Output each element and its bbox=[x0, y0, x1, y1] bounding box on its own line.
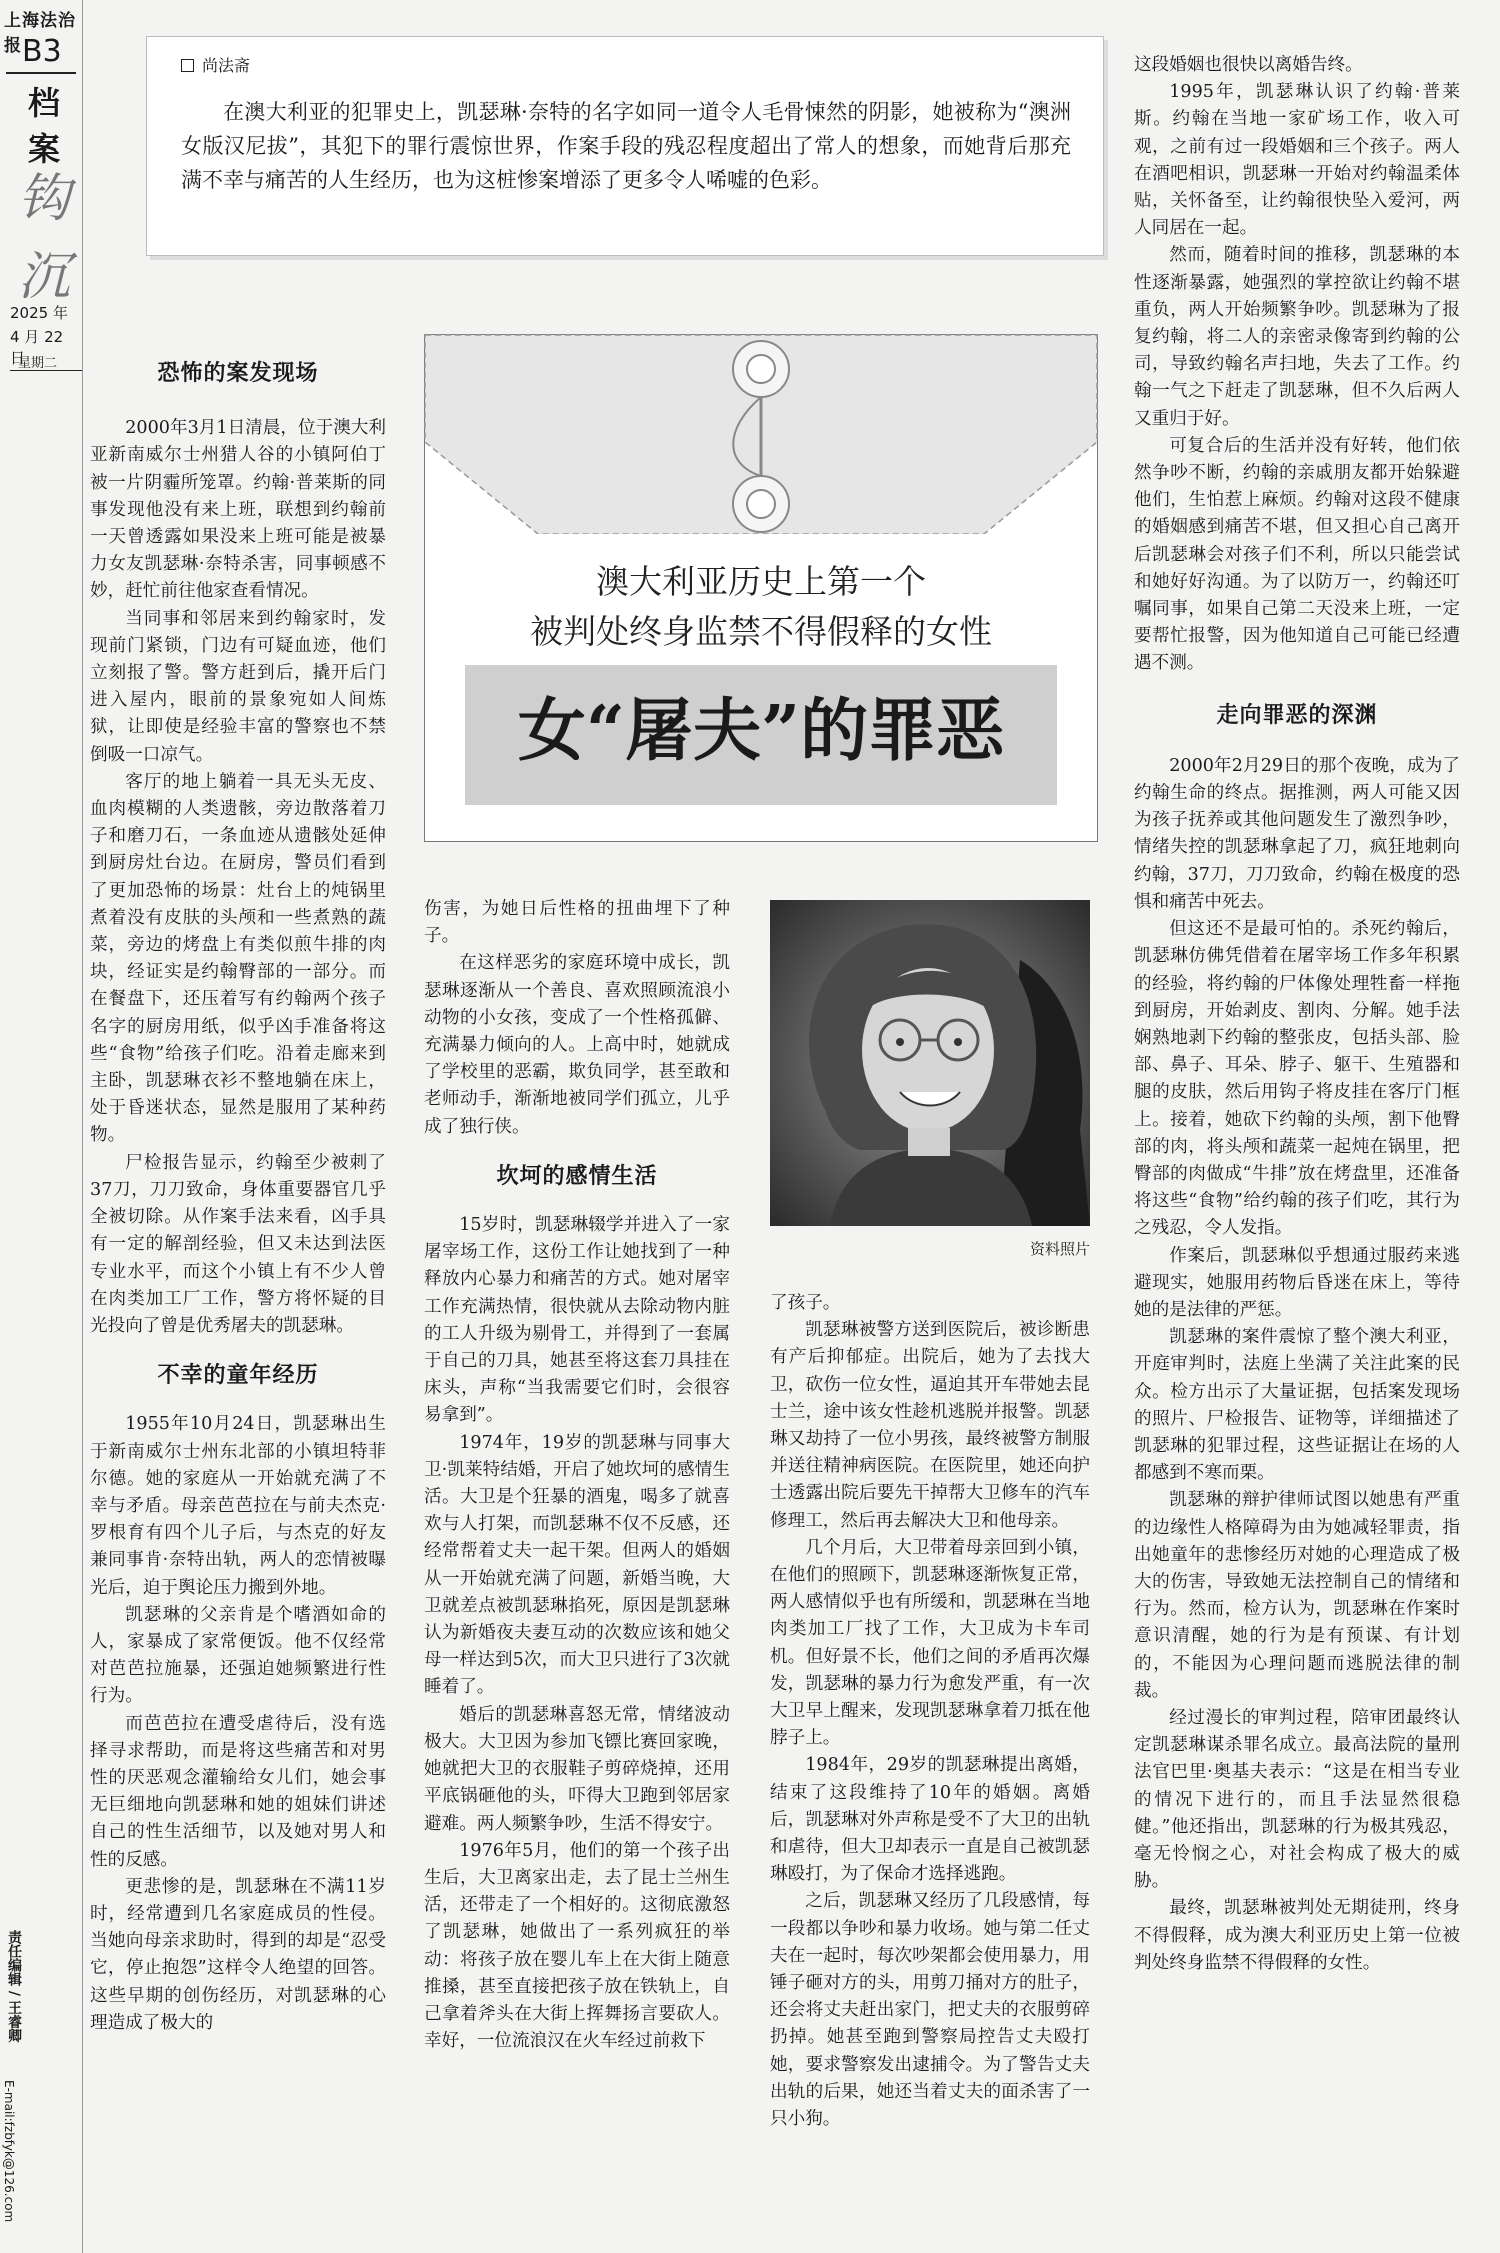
paragraph: 几个月后，大卫带着母亲回到小镇，在他们的照顾下，凯瑟琳逐渐恢复正常，两人感情似乎也有所缓和，凯瑟琳在当地肉类加工厂找了工作，大卫成为卡车司机。但好景不长，他们之间的矛盾再次爆发，凯瑟琳的暴力行为愈发严重，有一次大卫早上醒来，发现凯瑟琳拿着刀抵在他脖子上。 bbox=[770, 1537, 1090, 1749]
section-heading-childhood: 不幸的童年经历 bbox=[157, 1363, 319, 1389]
paragraph: 2000年3月1日清晨，位于澳大利亚新南威尔士州猎人谷的小镇阿伯丁被一片阴霾所笼罩。约翰·普莱斯的同事发现他没有来上班，联想到约翰前一天曾透露如果没来上班可能是被暴力女友凯瑟琳·奈特杀害，同事顿感不妙，赶忙前往他家查看情况。 bbox=[90, 418, 386, 602]
square-icon bbox=[181, 59, 194, 72]
section-subname: 钩沉 bbox=[17, 169, 70, 307]
paragraph: 了孩子。 bbox=[770, 1293, 841, 1313]
left-rail bbox=[0, 0, 83, 2253]
headline-block bbox=[424, 334, 1098, 842]
date-year: 2025 年 bbox=[10, 304, 68, 322]
paragraph: 之后，凯瑟琳又经历了几段感情，每一段都以争吵和暴力收场。她与第二任丈夫在一起时，每次吵架都会使用暴力，用锤子砸对方的头，用剪刀捅对方的肚子，还会将丈夫赶出家门，把丈夫的衣服剪碎扔掉。她甚至跑到警察局控告丈夫殴打她，要求警察发出逮捕令。为了警告丈夫出轨的后果，她还当着丈夫的面杀害了一只小狗。 bbox=[770, 1891, 1090, 2130]
main-title: 女“屠夫”的罪恶 bbox=[517, 691, 1005, 771]
paragraph: 凯瑟琳的案件震惊了整个澳大利亚，开庭审判时，法庭上坐满了关注此案的民众。检方出示了大量证据，包括案发现场的照片、尸检报告、证物等，详细描述了凯瑟琳的犯罪过程，这些证据让在场的人都感到不寒而栗。 bbox=[1134, 1327, 1460, 1484]
paragraph: 1995年，凯瑟琳认识了约翰·普莱斯。约翰在当地一家矿场工作，收入可观，之前有过一段婚姻和三个孩子。两人在酒吧相识，凯瑟琳一开始对约翰温柔体贴，关怀备至，让约翰很快坠入爱河，两人同居在一起。 bbox=[1134, 82, 1460, 239]
paragraph: 但这还不是最可怕的。杀死约翰后，凯瑟琳仿佛凭借着在屠宰场工作多年积累的经验，将约翰的尸体像处理牲畜一样拖到厨房，开始剥皮、割肉、分解。她手法娴熟地剥下约翰的整张皮，包括头部、脸部、鼻子、耳朵、脖子、躯干、生殖器和腿的皮肤，然后用钩子将皮挂在客厅门框上。接着，她砍下约翰的头颅，割下他臀部的肉，将头颅和蔬菜一起炖在锅里，把臀部的肉做成“牛排”放在烤盘里，还准备将这些“食物”给约翰的孩子们吃，其行为之残忍，令人发指。 bbox=[1134, 919, 1460, 1239]
paragraph: 然而，随着时间的推移，凯瑟琳的本性逐渐暴露，她强烈的掌控欲让约翰不堪重负，两人开始频繁争吵。凯瑟琳为了报复约翰，将二人的亲密录像寄到约翰的公司，导致约翰名声扫地，失去了工作。约翰一气之下赶走了凯瑟琳，但不久后两人又重归于好。 bbox=[1134, 245, 1460, 429]
column-1 bbox=[90, 360, 386, 2037]
paragraph: 1976年5月，他们的第一个孩子出生后，大卫离家出走，去了昆士兰州生活，还带走了一个相好的。这彻底激怒了凯瑟琳，她做出了一系列疯狂的举动：将孩子放在婴儿车上在大街上随意推搡，甚至直接把孩子放在铁轨上，自己拿着斧头在大街上挥舞扬言要砍人。幸好，一位流浪汉在火车经过前救下 bbox=[424, 1840, 730, 2052]
subtitle-line-1: 澳大利亚历史上第一个 bbox=[596, 562, 926, 601]
editor-email: E-mail:fzbfyk@126.com bbox=[2, 2080, 16, 2223]
paragraph: 作案后，凯瑟琳似乎想通过服药来逃避现实，她服用药物后昏迷在床上，等待她的是法律的严惩。 bbox=[1134, 1245, 1460, 1320]
section-heading-relationships: 坎坷的感情生活 bbox=[496, 1163, 658, 1189]
intro-box bbox=[146, 36, 1104, 256]
responsible-editor: 责任编辑 / 王睿卿 bbox=[6, 1930, 22, 2043]
paragraph: 更悲惨的是，凯瑟琳在不满11岁时，经常遭到几名家庭成员的性侵。当她向母亲求助时，得到的却是“忍受它，停止抱怨”这样令人绝望的回答。这些早期的创伤经历，对凯瑟琳的心理造成了极大的 bbox=[90, 1876, 386, 2033]
column-2 bbox=[424, 896, 730, 2055]
paragraph: 凯瑟琳被警方送到医院后，被诊断患有产后抑郁症。出院后，她为了去找大卫，砍伤一位女性，逼迫其开车带她去昆士兰，途中该女性趁机逃脱并报警。凯瑟琳又劫持了一位小男孩，最终被警方制服并送往精神病医院。在医院里，她还向护士透露出院后要先干掉帮大卫修车的汽车修理工，然后再去解决大卫和他母亲。 bbox=[770, 1320, 1090, 1531]
paragraph: 2000年2月29日的那个夜晚，成为了约翰生命的终点。据推测，两人可能又因为孩子抚养或其他问题发生了激烈争吵，情绪失控的凯瑟琳拿起了刀，疯狂地刺向约翰，37刀，刀刀致命，约翰在极度的恐惧和痛苦中死去。 bbox=[1134, 755, 1460, 912]
paragraph: 客厅的地上躺着一具无头无皮、血肉模糊的人类遗骸，旁边散落着刀子和磨刀石，一条血迹从遗骸处延伸到厨房灶台边。在厨房，警员们看到了更加恐怖的场景：灶台上的炖锅里煮着没有皮肤的头颅和一些煮熟的蔬菜，旁边的烤盘上有类似煎牛排的肉块，经证实是约翰臀部的一部分。而在餐盘下，还压着写有约翰两个孩子名字的厨房用纸，似乎凶手准备将这些“食物”给孩子们吃。沿着走廊来到主卧，凯瑟琳衣衫不整地躺在床上，处于昏迷状态，显然是服用了某种药物。 bbox=[90, 771, 386, 1146]
byline bbox=[181, 53, 250, 76]
paragraph: 这段婚姻也很快以离婚告终。 bbox=[1134, 55, 1363, 75]
date-day: 4 月 22 日 bbox=[10, 326, 82, 371]
portrait-photo bbox=[770, 900, 1090, 1226]
headline-subtitle bbox=[425, 557, 1097, 657]
paragraph: 1984年，29岁的凯瑟琳提出离婚，结束了这段维持了10年的婚姻。离婚后，凯瑟琳对外声称是受不了大卫的出轨和虐待，但大卫却表示一直是自己被凯瑟琳殴打，为了保命才选择逃跑。 bbox=[770, 1755, 1090, 1885]
column-3 bbox=[770, 1290, 1090, 2133]
paragraph: 经过漫长的审判过程，陪审团最终认定凯瑟琳谋杀罪名成立。最高法院的量刑法官巴里·奥基夫表示：“这是在相当专业的情况下进行的，而且手法显然很稳健。”他还指出，凯瑟琳的行为极其残忍，毫无怜悯之心，对社会构成了极大的威胁。 bbox=[1134, 1707, 1460, 1892]
section-heading-crime-scene: 恐怖的案发现场 bbox=[157, 361, 319, 386]
paragraph: 1955年10月24日，凯瑟琳出生于新南威尔士州东北部的小镇坦特菲尔德。她的家庭从一开始就充满了不幸与矛盾。母亲芭芭拉在与前夫杰克·罗根育有四个儿子后，与杰克的好友兼同事肯·奈特出轨，两人的恋情被曝光后，迫于舆论压力搬到外地。 bbox=[90, 1414, 386, 1598]
section-heading-abyss: 走向罪恶的深渊 bbox=[1216, 702, 1378, 728]
paragraph: 凯瑟琳的父亲肯是个嗜酒如命的人，家暴成了家常便饭。他不仅经常对芭芭拉施暴，还强迫她频繁进行性行为。 bbox=[90, 1604, 386, 1707]
paragraph: 尸检报告显示，约翰至少被刺了37刀，刀刀致命，身体重要器官几乎全被切除。从作案手法来看，凶手具有一定的解剖经验，但又未达到法医专业水平，而这个小镇上有不少人曾在肉类加工厂工作，警方将怀疑的目光投向了曾是优秀屠夫的凯瑟琳。 bbox=[90, 1152, 386, 1336]
envelope-flap-graphic bbox=[424, 334, 1098, 534]
date-weekday: 星期二 bbox=[18, 356, 58, 371]
intro-text: 在澳大利亚的犯罪史上，凯瑟琳·奈特的名字如同一道令人毛骨悚然的阴影，她被称为“澳洲女版汉尼拔”，其犯下的罪行震惊世界，作案手段的残忍程度超出了常人的想象，而她背后那充满不幸与痛苦的人生经历，也为这桩惨案增添了更多令人唏嘘的色彩。 bbox=[181, 100, 1071, 192]
section-name: 档案 bbox=[27, 84, 60, 168]
rail-divider bbox=[6, 72, 76, 74]
paragraph: 而芭芭拉在遭受虐待后，没有选择寻求帮助，而是将这些痛苦和对男性的厌恶观念灌输给女儿们，她会事无巨细地向凯瑟琳和她的姐妹们讲述自己的性生活细节，以及她对男人和性的反感。 bbox=[90, 1713, 386, 1870]
paragraph: 在这样恶劣的家庭环境中成长，凯瑟琳逐渐从一个善良、喜欢照顾流浪小动物的小女孩，变成了一个性格孤僻、充满暴力倾向的人。上高中时，她就成了学校里的恶霸，欺负同学，甚至敢和老师动手，渐渐地被同学们孤立，儿乎成了独行侠。 bbox=[424, 953, 730, 1137]
paragraph: 1974年，19岁的凯瑟琳与同事大卫·凯莱特结婚，开启了她坎坷的感情生活。大卫是个狂暴的酒鬼，喝多了就喜欢与人打架，而凯瑟琳不仅不反感，还经常帮着丈夫一起干架。但两人的婚姻从一开始就充满了问题，新婚当晚，大卫就差点被凯瑟琳掐死，原因是凯瑟琳认为新婚夜夫妻互动的次数应该和她父母一样达到5次，而大卫只进行了3次就睡着了。 bbox=[424, 1432, 730, 1698]
author-name: 尚法斋 bbox=[202, 56, 251, 75]
page-code: B3 bbox=[22, 34, 62, 69]
paragraph: 15岁时，凯瑟琳辍学并进入了一家屠宰场工作，这份工作让她找到了一种释放内心暴力和痛苦的方式。她对屠宰工作充满热情，很快就从去除动物内脏的工人升级为剔骨工，并得到了一套属于自己的刀具，她甚至将这套刀具挂在床头，声称“当我需要它们时，会很容易拿到”。 bbox=[424, 1215, 730, 1426]
subtitle-line-2: 被判处终身监禁不得假释的女性 bbox=[530, 612, 992, 651]
paragraph: 伤害，为她日后性格的扭曲埋下了种子。 bbox=[424, 899, 730, 947]
paragraph: 凯瑟琳的辩护律师试图以她患有严重的边缘性人格障碍为由为她减轻罪责，指出她童年的悲惨经历对她的心理造成了极大的伤害，导致她无法控制自己的情绪和行为。然而，检方认为，凯瑟琳在作案时意识清醒，她的行为是有预谋、有计划的，不能因为心理问题而逃脱法律的制裁。 bbox=[1134, 1490, 1460, 1701]
paragraph: 婚后的凯瑟琳喜怒无常，情绪波动极大。大卫因为参加飞镖比赛回家晚，她就把大卫的衣服鞋子剪碎烧掉，还用平底锅砸他的头，吓得大卫跑到邻居家避难。两人频繁争吵，生活不得安宁。 bbox=[424, 1704, 730, 1834]
paragraph: 最终，凯瑟琳被判处无期徒刑，终身不得假释，成为澳大利亚历史上第一位被判处终身监禁不得假释的女性。 bbox=[1134, 1898, 1460, 1973]
paragraph: 可复合后的生活并没有好转，他们依然争吵不断，约翰的亲戚朋友都开始躲避他们，生怕惹上麻烦。约翰对这段不健康的婚姻感到痛苦不堪，但又担心自己离开后凯瑟琳会对孩子们不利，所以只能尝试和她好好沟通。为了以防万一，约翰还叮嘱同事，如果自己第二天没来上班，一定要帮忙报警，因为他知道自己可能已经遭遇不测。 bbox=[1134, 435, 1460, 674]
column-4 bbox=[1134, 52, 1460, 1977]
paragraph: 当同事和邻居来到约翰家时，发现前门紧锁，门边有可疑血迹，他们立刻报了警。警方赶到后，撬开后门进入屋内，眼前的景象宛如人间炼狱，让即使是经验丰富的警察也不禁倒吸一口凉气。 bbox=[90, 608, 386, 765]
masthead: 上海法治报 bbox=[4, 11, 76, 56]
photo-caption: 资料照片 bbox=[1029, 1240, 1090, 1258]
